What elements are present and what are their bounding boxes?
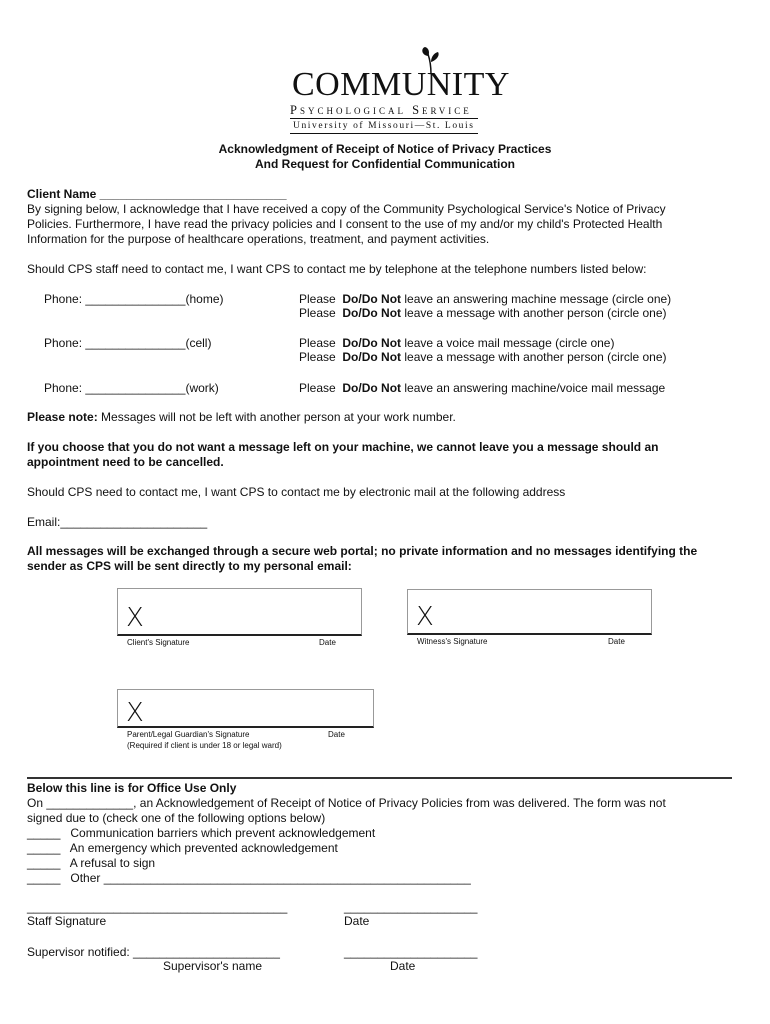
supervisor-notified-field[interactable]: Supervisor notified: ______________________ [27,945,280,959]
logo-university: University of Missouri—St. Louis [293,121,475,131]
guardian-date-label: Date [328,730,345,739]
staff-signature-label: Staff Signature [27,914,107,928]
option-text: leave an answering machine/voice mail message [404,381,666,395]
x-mark: X [126,603,144,633]
secure-line: sender as CPS will be sent directly to my personal email: [27,559,352,573]
supervisor-name-label: Supervisor's name [163,959,262,973]
logo-divider [290,118,478,119]
x-mark: X [126,698,144,728]
do-do-not-choice[interactable]: Do/Do Not [342,336,402,350]
supervisor-date-line[interactable]: ____________________ [344,945,478,959]
client-signature-label: Client's Signature [127,638,190,647]
cell-option-1 [299,336,614,350]
home-option-1 [299,292,671,306]
do-do-not-choice[interactable]: Do/Do Not [342,306,402,320]
phone-home-field[interactable]: Phone: _______________(home) [44,292,224,306]
please-label: Please [299,306,336,320]
office-divider [27,777,732,779]
intro-line: Policies. Furthermore, I have read the privacy policies and I consent to the use of my and/or my child's Protected Health [27,217,663,231]
do-do-not-choice[interactable]: Do/Do Not [342,350,402,364]
option-text: leave a message with another person (circle one) [404,350,667,364]
witness-signature-box[interactable] [407,589,652,635]
note-text: Messages will not be left with another person at your work number. [101,410,456,424]
client-name-field[interactable]: Client Name ____________________________ [27,187,287,201]
witness-signature-label: Witness's Signature [417,637,488,646]
form-subtitle: And Request for Confidential Communication [255,157,515,171]
office-option[interactable]: _____ Communication barriers which prevent acknowledgement [27,826,376,840]
office-option[interactable]: _____ A refusal to sign [27,856,156,870]
option-text: leave a voice mail message (circle one) [404,336,615,350]
home-option-2 [299,306,667,320]
staff-date-label: Date [344,914,370,928]
cell-option-2 [299,350,667,364]
do-do-not-choice[interactable]: Do/Do Not [342,292,402,306]
staff-signature-line[interactable]: _______________________________________ [27,900,288,914]
email-field[interactable]: Email:______________________ [27,515,208,529]
please-label: Please [299,381,336,395]
do-do-not-choice[interactable]: Do/Do Not [342,381,402,395]
please-label: Please [299,336,336,350]
please-label: Please [299,292,336,306]
witness-date-label: Date [608,637,625,646]
please-note [27,410,456,425]
client-signature-box[interactable] [117,588,362,636]
note-label: Please note: [27,410,98,424]
staff-date-line[interactable]: ____________________ [344,900,478,914]
guardian-signature-box[interactable] [117,689,374,728]
logo-main: COMMUNITY [292,66,510,103]
supervisor-date-label: Date [390,959,416,973]
form-title: Acknowledgment of Receipt of Notice of Privacy Practices [218,142,552,156]
x-mark: X [416,602,434,632]
work-option-1 [299,381,665,395]
secure-line: All messages will be exchanged through a secure web portal; no private information and no messages identifying the [27,544,698,558]
warning-line: appointment need to be cancelled. [27,455,224,469]
phone-work-field[interactable]: Phone: _______________(work) [44,381,219,395]
office-line: signed due to (check one of the following options below) [27,811,326,825]
please-label: Please [299,350,336,364]
logo-sub: Psychological Service [290,103,472,117]
intro-line: Information for the purpose of healthcare operations, treatment, and payment activities. [27,232,490,246]
guardian-signature-label: Parent/Legal Guardian's Signature [127,730,250,739]
office-option[interactable]: _____ Other _______________________________________________________ [27,871,471,885]
intro-line: By signing below, I acknowledge that I have received a copy of the Community Psychological Service's Notice of Privacy [27,202,666,216]
phone-intro: Should CPS staff need to contact me, I want CPS to contact me by telephone at the telephone numbers listed below: [27,262,647,276]
office-heading: Below this line is for Office Use Only [27,781,237,795]
option-text: leave an answering machine message (circle one) [404,292,672,306]
office-line: On _____________, an Acknowledgement of Receipt of Notice of Privacy Policies from was delivered. The form was not [27,796,666,810]
client-date-label: Date [319,638,336,647]
email-intro: Should CPS need to contact me, I want CPS to contact me by electronic mail at the following address [27,485,566,499]
warning-line: If you choose that you do not want a message left on your machine, we cannot leave you a message should an [27,440,659,454]
phone-cell-field[interactable]: Phone: _______________(cell) [44,336,212,350]
logo-divider [290,133,478,134]
guardian-note: (Required if client is under 18 or legal ward) [127,741,282,750]
office-option[interactable]: _____ An emergency which prevented acknowledgement [27,841,338,855]
option-text: leave a message with another person (circle one) [404,306,667,320]
